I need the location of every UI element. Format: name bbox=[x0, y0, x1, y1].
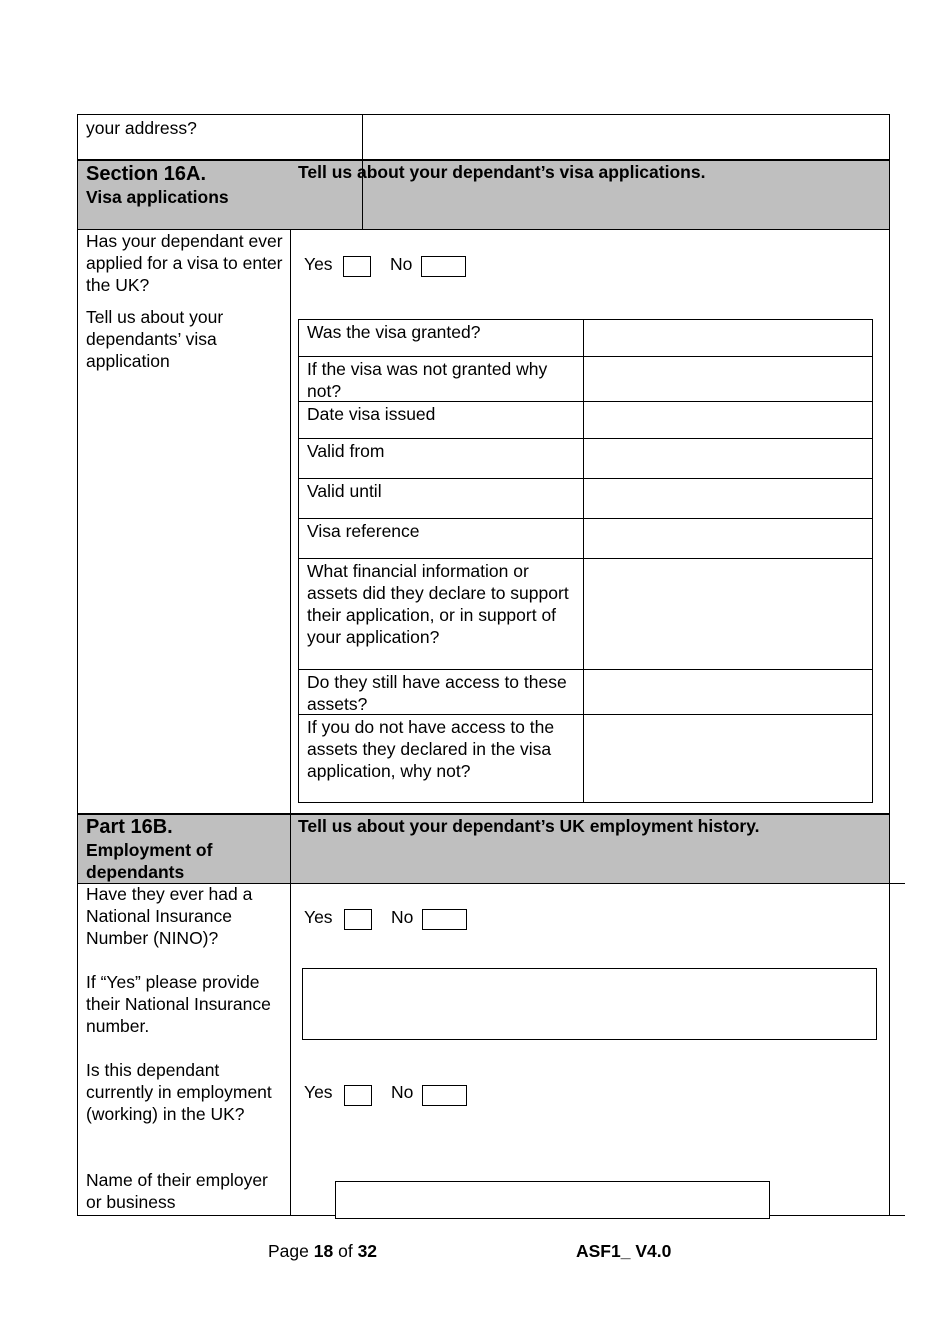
section-16a-header bbox=[77, 159, 890, 230]
date-visa-issued-field[interactable] bbox=[584, 402, 872, 438]
nino-yes-label: Yes bbox=[304, 907, 333, 927]
question-visa-details: Tell us about your dependants’ visa application bbox=[86, 307, 224, 371]
visa-no-label: No bbox=[390, 254, 413, 274]
part-16b-body bbox=[77, 883, 890, 1216]
section-16a-prompt: Tell us about your dependant’s visa applications. bbox=[298, 162, 706, 182]
visa-details-table bbox=[298, 319, 873, 803]
nino-yes-checkbox[interactable] bbox=[344, 909, 372, 930]
financial-information-field[interactable] bbox=[584, 559, 872, 669]
visa-row: If you do not have access to the assets they declared in the visa application, why not? bbox=[299, 715, 873, 802]
no-access-reason-field[interactable] bbox=[584, 715, 872, 802]
visa-row: If the visa was not granted why not? bbox=[299, 357, 873, 402]
part-16b-subtitle: Employment of dependants bbox=[86, 840, 213, 882]
nino-no-label: No bbox=[391, 907, 414, 927]
visa-row: Date visa issued bbox=[299, 402, 873, 439]
valid-from-field[interactable] bbox=[584, 439, 872, 478]
question-nino-number: If “Yes” please provide their National Insurance number. bbox=[86, 972, 271, 1036]
visa-row: Visa reference bbox=[299, 519, 873, 559]
visa-yes-label: Yes bbox=[304, 254, 333, 274]
section-16a-title: Section 16A. bbox=[86, 163, 207, 185]
part-16b-title: Part 16B. bbox=[86, 816, 173, 838]
employed-yes-label: Yes bbox=[304, 1082, 333, 1102]
part-16b-prompt: Tell us about your dependant’s UK employment history. bbox=[298, 816, 760, 836]
assets-access-field[interactable] bbox=[584, 670, 872, 714]
visa-row: What financial information or assets did they declare to support their application, or in support of your application? bbox=[299, 559, 873, 670]
visa-reference-field[interactable] bbox=[584, 519, 872, 558]
valid-until-field[interactable] bbox=[584, 479, 872, 518]
visa-row: Valid until bbox=[299, 479, 873, 519]
visa-granted-field[interactable] bbox=[584, 320, 872, 356]
section-16a-subtitle: Visa applications bbox=[86, 187, 229, 207]
part-16b-header bbox=[77, 813, 890, 884]
question-nino: Have they ever had a National Insurance Number (NINO)? bbox=[86, 884, 253, 948]
visa-row: Valid from bbox=[299, 439, 873, 479]
address-question: your address? bbox=[86, 118, 197, 138]
employed-yes-checkbox[interactable] bbox=[344, 1085, 372, 1106]
visa-no-checkbox[interactable] bbox=[421, 256, 466, 277]
nino-number-input[interactable] bbox=[302, 968, 877, 1040]
form-code: ASF1_ V4.0 bbox=[576, 1241, 672, 1261]
visa-not-granted-reason-field[interactable] bbox=[584, 357, 872, 401]
section-16a-body bbox=[77, 229, 890, 814]
address-row bbox=[77, 114, 890, 160]
page-number: Page 18 of 32 bbox=[268, 1241, 378, 1261]
question-employer: Name of their employer or business bbox=[86, 1170, 268, 1212]
employed-no-label: No bbox=[391, 1082, 414, 1102]
employed-no-checkbox[interactable] bbox=[422, 1085, 467, 1106]
employer-name-input[interactable] bbox=[335, 1181, 770, 1219]
question-employed: Is this dependant currently in employment (working) in the UK? bbox=[86, 1060, 272, 1124]
nino-no-checkbox[interactable] bbox=[422, 909, 467, 930]
question-visa-applied: Has your dependant ever applied for a visa to enter the UK? bbox=[86, 231, 283, 295]
address-answer-field[interactable] bbox=[364, 115, 889, 159]
visa-yes-checkbox[interactable] bbox=[343, 256, 371, 277]
visa-row: Do they still have access to these assets? bbox=[299, 670, 873, 715]
visa-row: Was the visa granted? bbox=[299, 320, 873, 357]
